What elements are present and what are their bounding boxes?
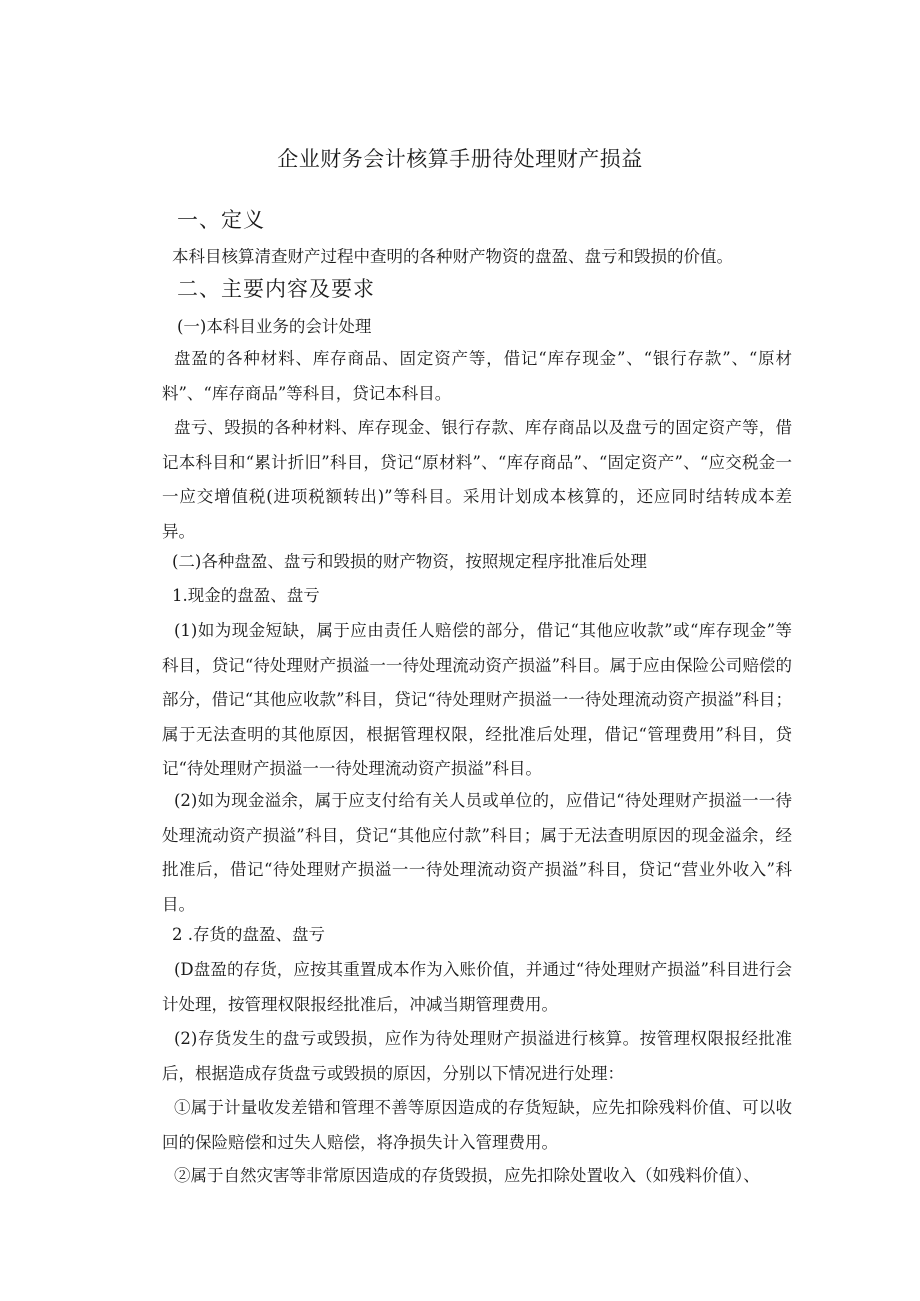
paragraph-inventory-shortage: ①属于计量收发差错和管理不善等原因造成的存货短缺，应先扣除残料价值、可以收回的保险赔偿和过失人赔偿，将净损失计入管理费用。	[162, 1098, 792, 1152]
section-heading-definition: 一、定义	[177, 208, 265, 232]
paragraph-loss: 盘亏、毁损的各种材料、库存现金、银行存款、库存商品以及盘亏的固定资产等，借记本科目和“累计折旧”科目，贷记“原材料”、“库存商品”、“固定资产”、“应交税金一一应交增值税(进项税额转出)”等科目。采用计划成本核算的，还应同时结转成本差异。	[162, 418, 792, 541]
paragraph-inventory-surplus: (D盘盈的存货，应按其重置成本作为入账价值，并通过“待处理财产损溢”科目进行会计处理，按管理权限报经批准后，冲减当期管理费用。	[162, 960, 792, 1014]
paragraph-surplus: 盘盈的各种材料、库存商品、固定资产等，借记“库存现金”、“银行存款”、“原材料”、“库存商品”等科目，贷记本科目。	[162, 349, 792, 403]
paragraph-cash-surplus: (2)如为现金溢余，属于应支付给有关人员或单位的，应借记“待处理财产损溢一一待处理流动资产损溢”科目，贷记“其他应付款”科目；属于无法查明原因的现金溢余，经批准后，借记“待处理财产损溢一一待处理流动资产损溢”科目，贷记“营业外收入”科目。	[162, 791, 792, 914]
item-heading-inventory: 2 .存货的盘盈、盘亏	[172, 925, 325, 944]
subsection-heading-1: (一)本科目业务的会计处理	[177, 317, 372, 336]
paragraph-inventory-loss: (2)存货发生的盘亏或毁损，应作为待处理财产损溢进行核算。按管理权限报经批准后，根据造成存货盘亏或毁损的原因，分别以下情况进行处理：	[162, 1029, 792, 1083]
item-heading-cash: 1.现金的盘盈、盘亏	[172, 586, 320, 605]
definition-text: 本科目核算清查财产过程中查明的各种财产物资的盘盈、盘亏和毁损的价值。	[172, 247, 733, 266]
paragraph-cash-shortage: (1)如为现金短缺，属于应由责任人赔偿的部分，借记“其他应收款”或“库存现金”等科目，贷记“待处理财产损溢一一待处理流动资产损溢”科目。属于应由保险公司赔偿的部分，借记“其他应收款”科目，贷记“待处理财产损溢一一待处理流动资产损溢”科目；属于无法查明的其他原因，根据管理权限，经批准后处理，借记“管理费用”科目，贷记“待处理财产损溢一一待处理流动资产损溢”科目。	[162, 621, 792, 778]
paragraph-disaster-loss: ②属于自然灾害等非常原因造成的存货毁损，应先扣除处置收入（如残料价值）、	[174, 1166, 760, 1185]
section-heading-content: 二、主要内容及要求	[177, 277, 375, 301]
subsection-heading-2: (二)各种盘盈、盘亏和毁损的财产物资，按照规定程序批准后处理	[172, 552, 647, 571]
document-title: 企业财务会计核算手册待处理财产损益	[277, 147, 643, 171]
